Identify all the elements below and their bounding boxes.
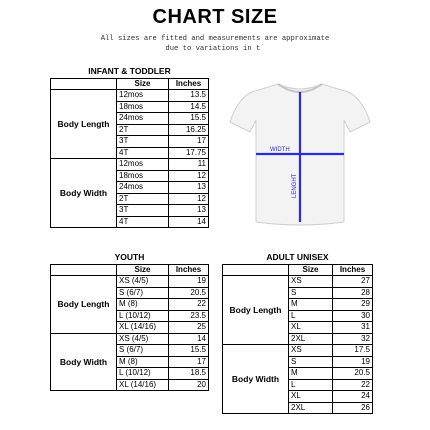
table-row bbox=[51, 333, 209, 345]
adult-unisex-table bbox=[222, 252, 373, 414]
disclaimer-line-1: All sizes are fitted and measurements are approximate bbox=[100, 35, 330, 43]
size-cell: L bbox=[289, 310, 333, 322]
size-cell: XS bbox=[289, 345, 333, 357]
group-label: Body Width bbox=[51, 159, 117, 228]
size-cell: XL (14/16) bbox=[117, 322, 169, 334]
inches-cell: 25 bbox=[169, 322, 209, 334]
youth-table bbox=[50, 252, 209, 391]
size-cell: 3T bbox=[117, 136, 169, 148]
size-cell: L bbox=[289, 379, 333, 391]
size-cell: 3T bbox=[117, 205, 169, 217]
inches-cell: 26 bbox=[333, 402, 373, 414]
tshirt-diagram bbox=[226, 78, 374, 228]
column-header-inches: Inches bbox=[169, 264, 209, 276]
inches-cell: 23.5 bbox=[169, 310, 209, 322]
size-cell: 4T bbox=[117, 216, 169, 228]
header-blank-cell bbox=[223, 264, 289, 276]
inches-cell: 20.5 bbox=[333, 368, 373, 380]
group-label: Body Length bbox=[51, 276, 117, 334]
inches-cell: 22 bbox=[333, 379, 373, 391]
size-cell: S (6/7) bbox=[117, 287, 169, 299]
size-cell: 12mos bbox=[117, 159, 169, 171]
header-blank-cell bbox=[51, 78, 117, 90]
size-cell: 24mos bbox=[117, 182, 169, 194]
column-header-size: Size bbox=[289, 264, 333, 276]
length-label: LENGHT bbox=[292, 173, 298, 198]
inches-cell: 19 bbox=[169, 276, 209, 288]
table-row bbox=[51, 159, 209, 171]
inches-cell: 14 bbox=[169, 333, 209, 345]
inches-cell: 20 bbox=[169, 379, 209, 391]
table-row bbox=[51, 276, 209, 288]
header-blank-cell bbox=[51, 264, 117, 276]
disclaimer-line-2: due to variations in t˙ bbox=[165, 45, 265, 53]
group-label: Body Width bbox=[223, 345, 289, 414]
inches-cell: 17.5 bbox=[333, 345, 373, 357]
inches-cell: 22 bbox=[169, 299, 209, 311]
inches-cell: 17 bbox=[169, 356, 209, 368]
group-label: Body Width bbox=[51, 333, 117, 391]
table-caption: YOUTH bbox=[114, 252, 145, 263]
size-cell: S bbox=[289, 287, 333, 299]
inches-cell: 15.5 bbox=[169, 345, 209, 357]
inches-cell: 24 bbox=[333, 391, 373, 403]
inches-cell: 31 bbox=[333, 322, 373, 334]
size-cell: 18mos bbox=[117, 101, 169, 113]
inches-cell: 13 bbox=[169, 182, 209, 194]
size-cell: M (8) bbox=[117, 299, 169, 311]
inches-cell: 20.5 bbox=[169, 287, 209, 299]
inches-cell: 12 bbox=[169, 170, 209, 182]
size-cell: L (10/12) bbox=[117, 310, 169, 322]
size-cell: M (8) bbox=[117, 356, 169, 368]
inches-cell: 14.5 bbox=[169, 101, 209, 113]
size-cell: 2XL bbox=[289, 333, 333, 345]
size-cell: XS bbox=[289, 276, 333, 288]
column-header-inches: Inches bbox=[333, 264, 373, 276]
size-cell: S (6/7) bbox=[117, 345, 169, 357]
size-cell: 2XL bbox=[289, 402, 333, 414]
table-row bbox=[223, 276, 373, 288]
inches-cell: 30 bbox=[333, 310, 373, 322]
table-caption: INFANT & TODDLER bbox=[88, 66, 171, 77]
size-cell: 2T bbox=[117, 124, 169, 136]
table-row bbox=[223, 345, 373, 357]
inches-cell: 27 bbox=[333, 276, 373, 288]
size-cell: S bbox=[289, 356, 333, 368]
size-cell: XL (14/16) bbox=[117, 379, 169, 391]
table-row bbox=[51, 90, 209, 102]
size-cell: 4T bbox=[117, 147, 169, 159]
size-cell: M bbox=[289, 368, 333, 380]
inches-cell: 16.25 bbox=[169, 124, 209, 136]
group-label: Body Length bbox=[223, 276, 289, 345]
width-label: WIDTH bbox=[270, 147, 290, 153]
inches-cell: 17 bbox=[169, 136, 209, 148]
column-header-size: Size bbox=[117, 78, 169, 90]
size-cell: XL bbox=[289, 322, 333, 334]
size-cell: XL bbox=[289, 391, 333, 403]
inches-cell: 32 bbox=[333, 333, 373, 345]
inches-cell: 13.5 bbox=[169, 90, 209, 102]
inches-cell: 15.5 bbox=[169, 113, 209, 125]
inches-cell: 14 bbox=[169, 216, 209, 228]
group-label: Body Length bbox=[51, 90, 117, 159]
size-cell: L (10/12) bbox=[117, 368, 169, 380]
size-cell: 24mos bbox=[117, 113, 169, 125]
inches-cell: 28 bbox=[333, 287, 373, 299]
size-cell: XS (4/5) bbox=[117, 276, 169, 288]
table-caption: ADULT UNISEX bbox=[266, 252, 329, 263]
inches-cell: 17.75 bbox=[169, 147, 209, 159]
size-cell: 12mos bbox=[117, 90, 169, 102]
inches-cell: 11 bbox=[169, 159, 209, 171]
size-cell: 2T bbox=[117, 193, 169, 205]
inches-cell: 19 bbox=[333, 356, 373, 368]
size-cell: M bbox=[289, 299, 333, 311]
column-header-inches: Inches bbox=[169, 78, 209, 90]
infant-toddler-table bbox=[50, 66, 209, 228]
page-title: CHART SIZE bbox=[152, 6, 278, 28]
inches-cell: 29 bbox=[333, 299, 373, 311]
size-cell: 18mos bbox=[117, 170, 169, 182]
size-cell: XS (4/5) bbox=[117, 333, 169, 345]
inches-cell: 18.5 bbox=[169, 368, 209, 380]
column-header-size: Size bbox=[117, 264, 169, 276]
inches-cell: 13 bbox=[169, 205, 209, 217]
inches-cell: 12 bbox=[169, 193, 209, 205]
